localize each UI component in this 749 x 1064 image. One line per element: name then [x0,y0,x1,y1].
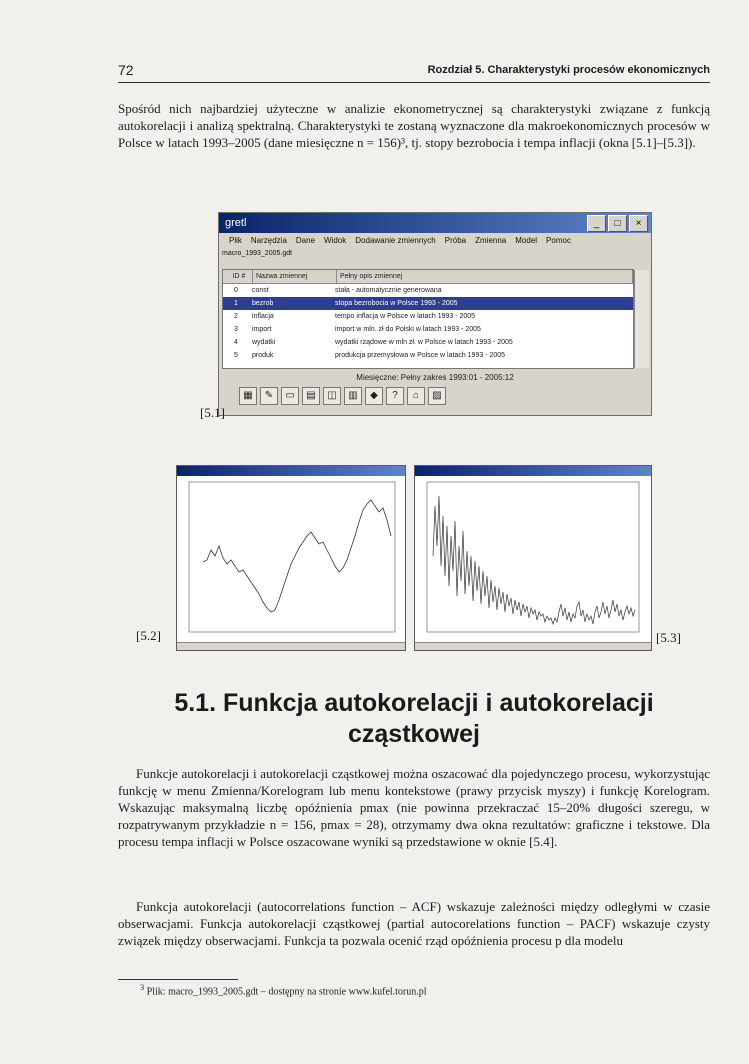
window-title: gretl [225,217,247,229]
intro-text: Spośród nich najbardziej użyteczne w analizie ekonometrycznej są charakterystyki związane z funkcją autokorelacji i analizą spektralną. Charakterystyki te zostaną wyznaczone dla makroekonomicznych procesów w Polsce w latach 1993–2005 (dane miesięczne n = 156)³, tj. stopy bezrobocia i tempa inflacji (okna [5.1]–[5.3]). [118,101,710,150]
row-name: inflacja [252,313,274,320]
running-header [118,62,710,83]
menu-dodawanie[interactable]: Dodawanie zmiennych [355,236,436,245]
row-name: const [252,287,269,294]
graph-icon[interactable]: ◫ [323,387,341,405]
label-window-5-3: [5.3] [656,630,681,645]
script-icon[interactable]: ✎ [260,387,278,405]
open-icon[interactable]: ⌂ [407,387,425,405]
plot-statusbar [415,642,651,650]
body-paragraph-2 [118,898,710,949]
inflation-plot [415,476,651,642]
plot-window-unemployment [176,465,406,651]
menu-bar [219,233,651,249]
plot-titlebar [415,466,651,476]
variable-table [222,269,634,369]
menu-proba[interactable]: Próba [444,236,467,245]
footnote-text: Plik: macro_1993_2005.gdt – dostępny na stronie www.kufel.torun.pl [146,986,427,998]
plot-window-inflation [414,465,652,651]
row-id: 2 [234,313,238,320]
row-id: 1 [234,300,238,307]
row-id: 3 [234,326,238,333]
close-button[interactable]: × [629,215,648,232]
calculator-icon[interactable]: ▦ [239,387,257,405]
row-desc: stopa bezrobocia w Polsce 1993 - 2005 [335,300,458,307]
menu-narzedzia[interactable]: Narzędzia [250,236,287,245]
info-icon[interactable]: ◆ [365,387,383,405]
row-desc: stała - automatycznie generowana [335,287,442,294]
row-name: produk [252,352,274,359]
chapter-title: Rozdział 5. Charakterystyki procesów ekonomicznych [427,64,710,76]
menu-pomoc[interactable]: Pomoc [546,236,571,245]
intro-paragraph [118,100,710,151]
footnote-mark: 3 [140,983,145,992]
row-id: 0 [234,287,238,294]
section-number: 5.1. [174,689,217,717]
row-desc: import w mln. zł do Polski w latach 1993 - 2005 [335,326,481,333]
table-row[interactable] [223,323,633,336]
inflation-series [433,496,635,624]
body-text-2: Funkcja autokorelacji (autocorrelations function – ACF) wskazuje zależności między odległymi w czasie obserwacjami. Funkcja autokorelacji cząstkowej (partial autocorelations function – PACF) wskazuje czysty związek między obserwacjami. Funkcja ta pozwala ocenić rząd opóźnienia procesu p dla modelu [118,899,710,948]
help-icon[interactable]: ? [386,387,404,405]
footnote-rule [118,979,238,980]
session-icon[interactable]: ▤ [302,387,320,405]
column-name[interactable]: Nazwa zmiennej [253,270,337,283]
section-title: Funkcja autokorelacji i autokorelacji cząstkowej [222,689,654,748]
table-row-selected[interactable] [223,297,633,310]
row-id: 5 [234,352,238,359]
row-id: 4 [234,339,238,346]
row-name: bezrob [252,300,274,307]
menu-dane[interactable]: Dane [295,236,316,245]
row-name: import [252,326,272,333]
toolbar [239,387,446,405]
vertical-scrollbar[interactable] [634,270,649,368]
table-header [223,270,633,284]
row-desc: tempo inflacja w Polsce w latach 1993 - 2005 [335,313,476,320]
column-desc[interactable]: Pełny opis zmiennej [337,270,633,283]
footnote [140,983,427,997]
dataset-filename: macro_1993_2005.gdt [222,250,293,257]
gretl-main-window [218,212,652,416]
maximize-button[interactable]: □ [608,215,627,232]
table-row[interactable] [223,310,633,323]
menu-model[interactable]: Model [515,236,538,245]
body-paragraph-1 [118,765,710,850]
row-desc: produkcja przemysłowa w Polsce w latach 1993 - 2005 [335,352,506,359]
menu-widok[interactable]: Widok [324,236,347,245]
unemployment-series [203,500,391,612]
row-name: wydatki [252,339,276,346]
unemployment-plot [177,476,405,642]
table-row[interactable] [223,336,633,349]
plot-titlebar [177,466,405,476]
table-row[interactable] [223,284,633,297]
plot-statusbar [177,642,405,650]
column-id[interactable]: ID # [223,270,253,283]
section-heading [118,688,710,750]
status-bar: Miesięczne: Pełny zakres 1993:01 - 2005:12 [356,373,514,382]
label-window-5-1: [5.1] [200,405,225,420]
page-number: 72 [118,62,134,78]
row-desc: wydatki rządowe w mln zł. w Polsce w latach 1993 - 2005 [335,339,513,346]
menu-plik[interactable]: Plik [229,236,242,245]
chart-icon[interactable]: ▨ [428,387,446,405]
menu-zmienna[interactable]: Zmienna [475,236,507,245]
table-row[interactable] [223,349,633,362]
window-titlebar [219,213,651,233]
console-icon[interactable]: ▭ [281,387,299,405]
model-icon[interactable]: ▥ [344,387,362,405]
label-window-5-2: [5.2] [136,628,161,643]
body-text-1: Funkcje autokorelacji i autokorelacji cząstkowej można oszacować dla pojedynczego procesu, wykorzystując funkcję w menu Zmienna/Korelogram lub menu kontekstowe (prawy przycisk myszy) i funkcję Korelogram. Wskazując maksymalną liczbę opóźnienia pmax (nie powinna przekraczać 15–20% długości szeregu, w rozpatrywanym przykładzie n = 156, pmax = 28), otrzymamy dwa okna rezultatów: graficzne i tekstowe. Dla procesu tempa inflacji w Polsce oszacowane wyniki są przedstawione w oknie [5.4]. [118,766,710,849]
minimize-button[interactable]: _ [587,215,606,232]
